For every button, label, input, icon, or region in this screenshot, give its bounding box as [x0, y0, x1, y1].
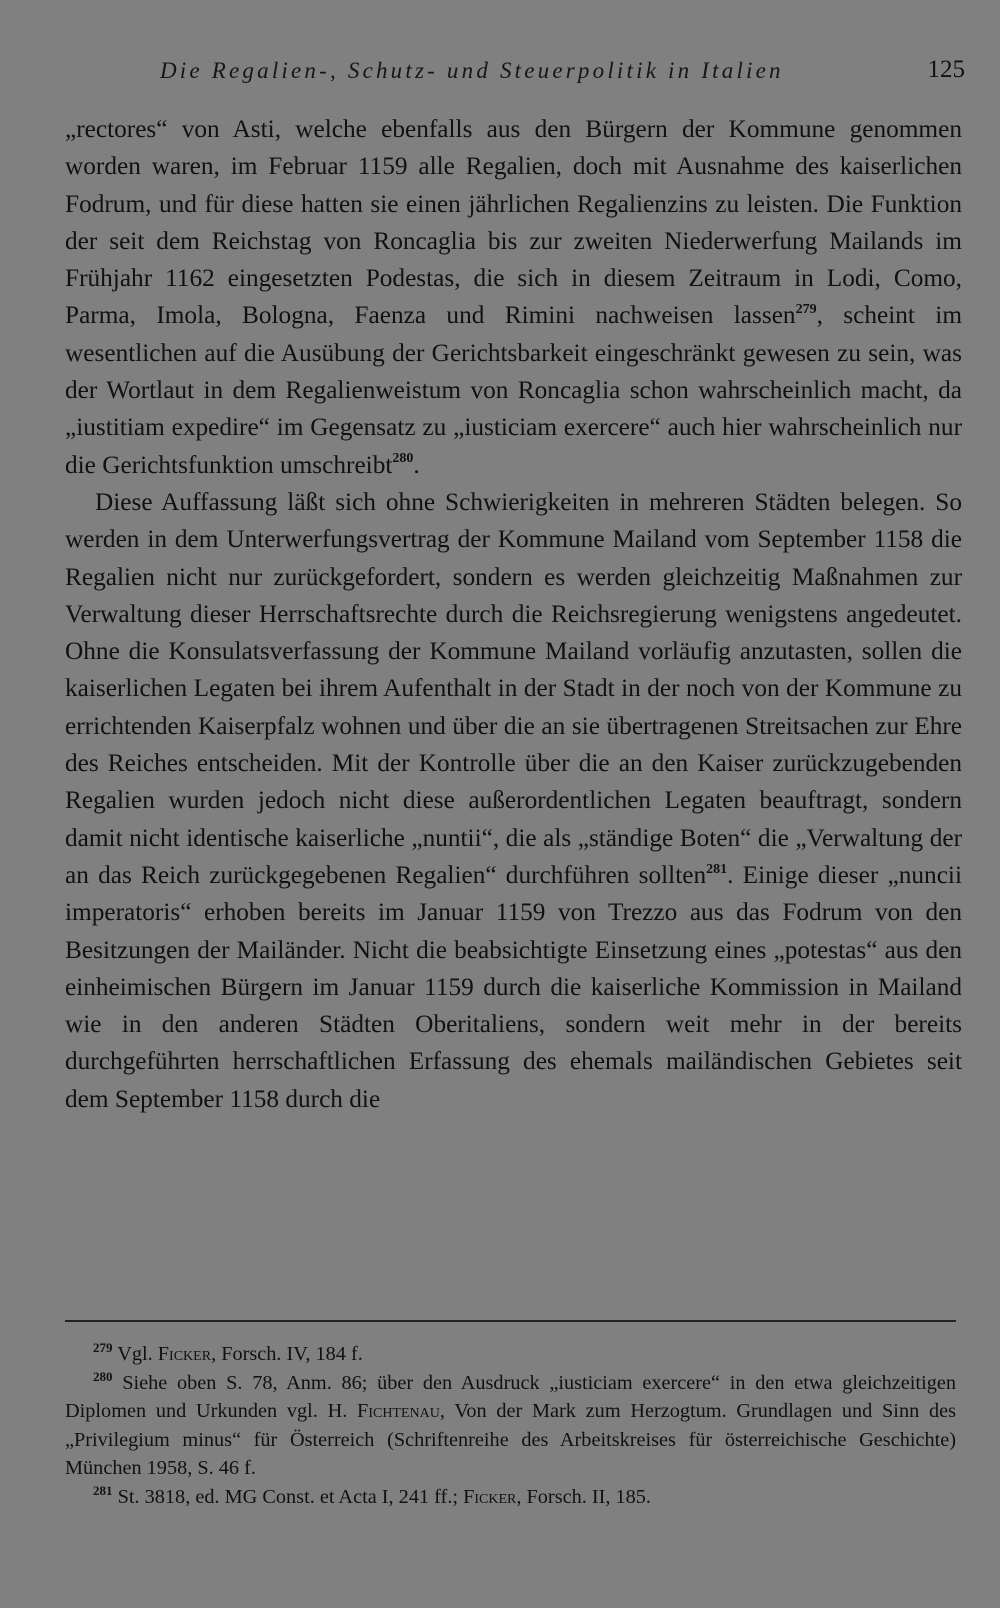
paragraph-text: Diese Auffassung läßt sich ohne Schwierigkeiten in mehreren Städten belegen. So werden in dem Unterwerfungsvertrag der Kommune Mailand vom September 1158 die Regalien nicht nur zurückgefordert, sondern es werden gleichzeitig Maßnahmen zur Verwaltung dieser Herrschaftsrechte durch die Reichsregierung wenigstens angedeutet. Ohne die Konsulatsverfassung der Kommune Mailand vorläufig anzutasten, sollen die kaiserlichen Legaten bei ihrem Aufenthalt in der Stadt in der noch von der Kommune zu errichtenden Kaiserpfalz wohnen und über die an sie übertragenen Streitsachen zur Ehre des Reiches entscheiden. Mit der Kontrolle über die an den Kaiser zurückzugebenden Regalien wurden jedoch nicht diese außerordentlichen Legaten beauftragt, sondern damit nicht identische kaiserliche „nuntii“, die als „ständige Boten“ die „Verwaltung der an das Reich zurückgegebenen Regalien“ durchführen sollten: [65, 487, 962, 889]
paragraph-2: [65, 484, 962, 1118]
paragraph-text: . Einige dieser „nuncii imperatoris“ erhoben bereits im Januar 1159 von Trezzo aus das Fodrum von den Besitzungen der Mailänder. Nicht die beabsichtigte Einsetzung eines „potestas“ aus den einheimischen Bürgern im Januar 1159 durch die kaiserliche Kommission in Mailand wie in den anderen Städten Oberitaliens, sondern weit mehr in der bereits durchgeführten herrschaftlichen Erfassung des ehemals mailändischen Gebietes seit dem September 1158 durch die: [65, 860, 962, 1113]
page-header: [65, 52, 965, 92]
footnotes: [65, 1340, 956, 1511]
footnote-279: [65, 1340, 956, 1369]
footnote-text: St. 3818, ed. MG Const. et Acta I, 241 ff.;: [117, 1485, 464, 1508]
author-name: Ficker: [157, 1343, 212, 1365]
paragraph-text: .: [413, 450, 420, 479]
footnote-number: 280: [93, 1368, 113, 1384]
footnote-281: [65, 1483, 956, 1512]
footnote-reference: 281: [706, 861, 728, 877]
footnote-number: 281: [93, 1482, 113, 1498]
page-number: 125: [927, 56, 965, 83]
running-title: Die Regalien-, Schutz- und Steuerpolitik in Italien: [160, 58, 784, 83]
main-text: [65, 111, 962, 1118]
footnote-number: 279: [93, 1340, 113, 1356]
paragraph-text: , scheint im wesentlichen auf die Ausübung der Gerichtsbarkeit eingeschränkt gewesen zu sein, was der Wortlaut in dem Regalienweistum von Roncaglia schon wahrscheinlich macht, da „iustitiam expedire“ im Gegensatz zu „iusticiam exercere“ auch hier wahrscheinlich nur die Gerichtsfunktion umschreibt: [65, 301, 962, 479]
paragraph-text: „rectores“ von Asti, welche ebenfalls aus den Bürgern der Kommune genommen worden waren, im Februar 1159 alle Regalien, doch mit Ausnahme des kaiserlichen Fodrum, und für diese hatten sie einen jährlichen Regalienzins zu leisten. Die Funktion der seit dem Reichstag von Roncaglia bis zur zweiten Niederwerfung Mailands im Frühjahr 1162 eingesetzten Podestas, die sich in diesem Zeitraum in Lodi, Como, Parma, Imola, Bologna, Faenza und Rimini nachweisen lassen: [65, 115, 962, 330]
footnote-text: , Von der Mark zum Herzogtum. Grundlagen und Sinn des „Privilegium minus“ für Österreich (Schriftenreihe des Arbeitskreises für österreichische Geschichte) München 1958, S. 46 f.: [65, 1400, 956, 1479]
footnote-280: [65, 1369, 956, 1483]
footnote-reference: 280: [392, 451, 414, 467]
footnote-text: Siehe oben S. 78, Anm. 86; über den Ausdruck „iusticiam exercere“ in den etwa gleichzeitigen Diplomen und Urkunden vgl. H.: [65, 1371, 956, 1422]
author-name: Ficker: [463, 1485, 517, 1508]
author-name: Fichtenau: [357, 1400, 440, 1422]
footnote-reference: 279: [795, 302, 817, 318]
paragraph-1: [65, 111, 962, 484]
footnote-text: , Forsch. IV, 184 f.: [211, 1343, 363, 1365]
footnote-text: , Forsch. II, 185.: [516, 1485, 652, 1508]
footnote-separator: [65, 1320, 956, 1322]
footnote-text: Vgl.: [117, 1343, 158, 1365]
